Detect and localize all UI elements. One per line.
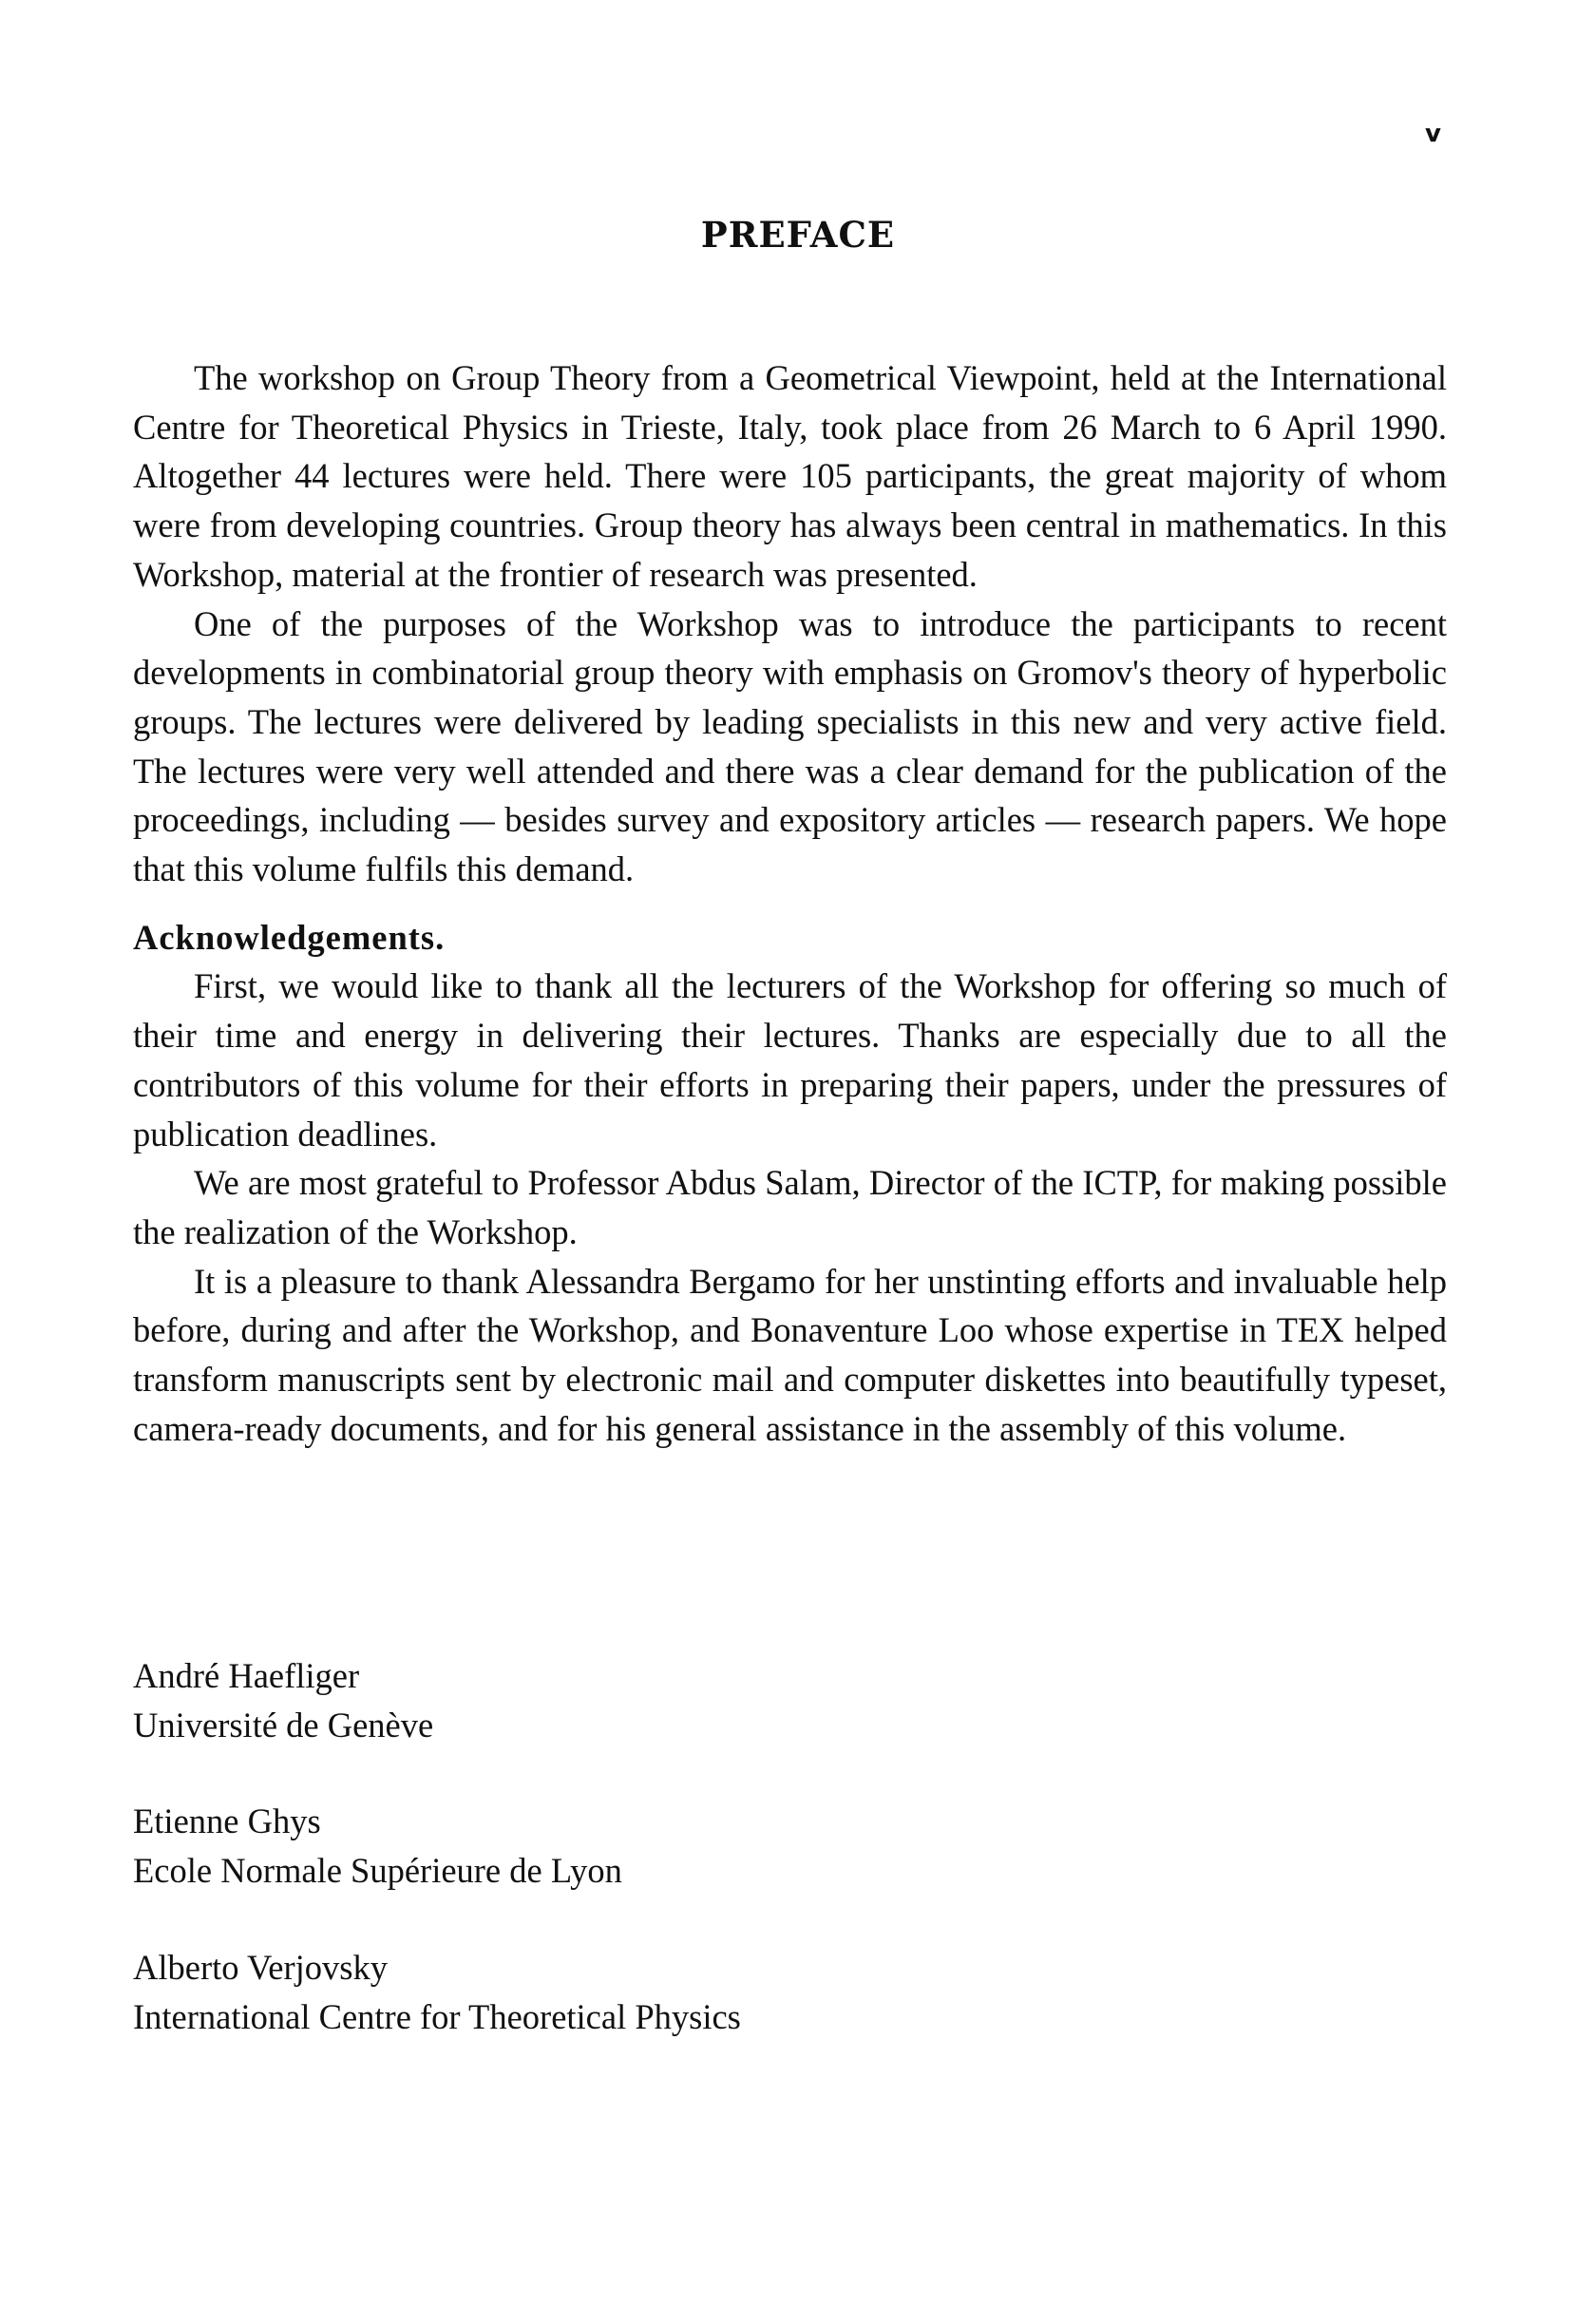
signature-affiliation: Université de Genève [133, 1705, 434, 1745]
signature-name: André Haefliger [133, 1656, 360, 1695]
acknowledgements-heading: Acknowledgements. [133, 917, 446, 957]
page-number: v [1425, 120, 1441, 148]
signature-affiliation: International Centre for Theoretical Physics [133, 1996, 741, 2036]
preface-paragraph: The workshop on Group Theory from a Geometrical Viewpoint, held at the International Centre for Theoretical Physics in Trieste, Italy, took place from 26 March to 6 April 1990. Altogether 44 lectures were held. There were 105 participants, the great majority of whom were from developing countries. Group theory has always been central in mathematics. In this Workshop, material at the frontier of research was presented. [133, 358, 1447, 594]
page-title: PREFACE [700, 214, 896, 256]
signature-block [133, 1943, 741, 2041]
acknowledgements-paragraph: We are most grateful to Professor Abdus Salam, Director of the ICTP, for making possible the realization of the Workshop. [133, 1163, 1447, 1251]
signature-block [133, 1651, 741, 1749]
signature-name: Etienne Ghys [133, 1802, 321, 1841]
signature-block [133, 1797, 741, 1895]
signature-name: Alberto Verjovsky [133, 1947, 388, 1987]
acknowledgements-paragraph: First, we would like to thank all the lecturers of the Workshop for offering so much of their time and energy in delivering their lectures. Thanks are especially due to all the contributors of this volume for their efforts in preparing their papers, under the pressures of publication deadlines. [133, 966, 1447, 1154]
acknowledgements-paragraph: It is a pleasure to thank Alessandra Bergamo for her unstinting efforts and invaluable help before, during and after the Workshop, and Bonaventure Loo whose expertise in TEX helped transform manuscripts sent by electronic mail and computer diskettes into beautifully typeset, camera-ready documents, and for his general assistance in the assembly of this volume. [133, 1261, 1447, 1448]
signatures [133, 1651, 741, 2088]
signature-affiliation: Ecole Normale Supérieure de Lyon [133, 1851, 622, 1891]
preface-paragraph: One of the purposes of the Workshop was to introduce the participants to recent developments in combinatorial group theory with emphasis on Gromov's theory of hyperbolic groups. The lectures were delivered by leading specialists in this new and very active field. The lectures were very well attended and there was a clear demand for the publication of the proceedings, including — besides survey and expository articles — research papers. We hope that this volume fulfils this demand. [133, 603, 1447, 889]
preface-body [133, 353, 1447, 1453]
